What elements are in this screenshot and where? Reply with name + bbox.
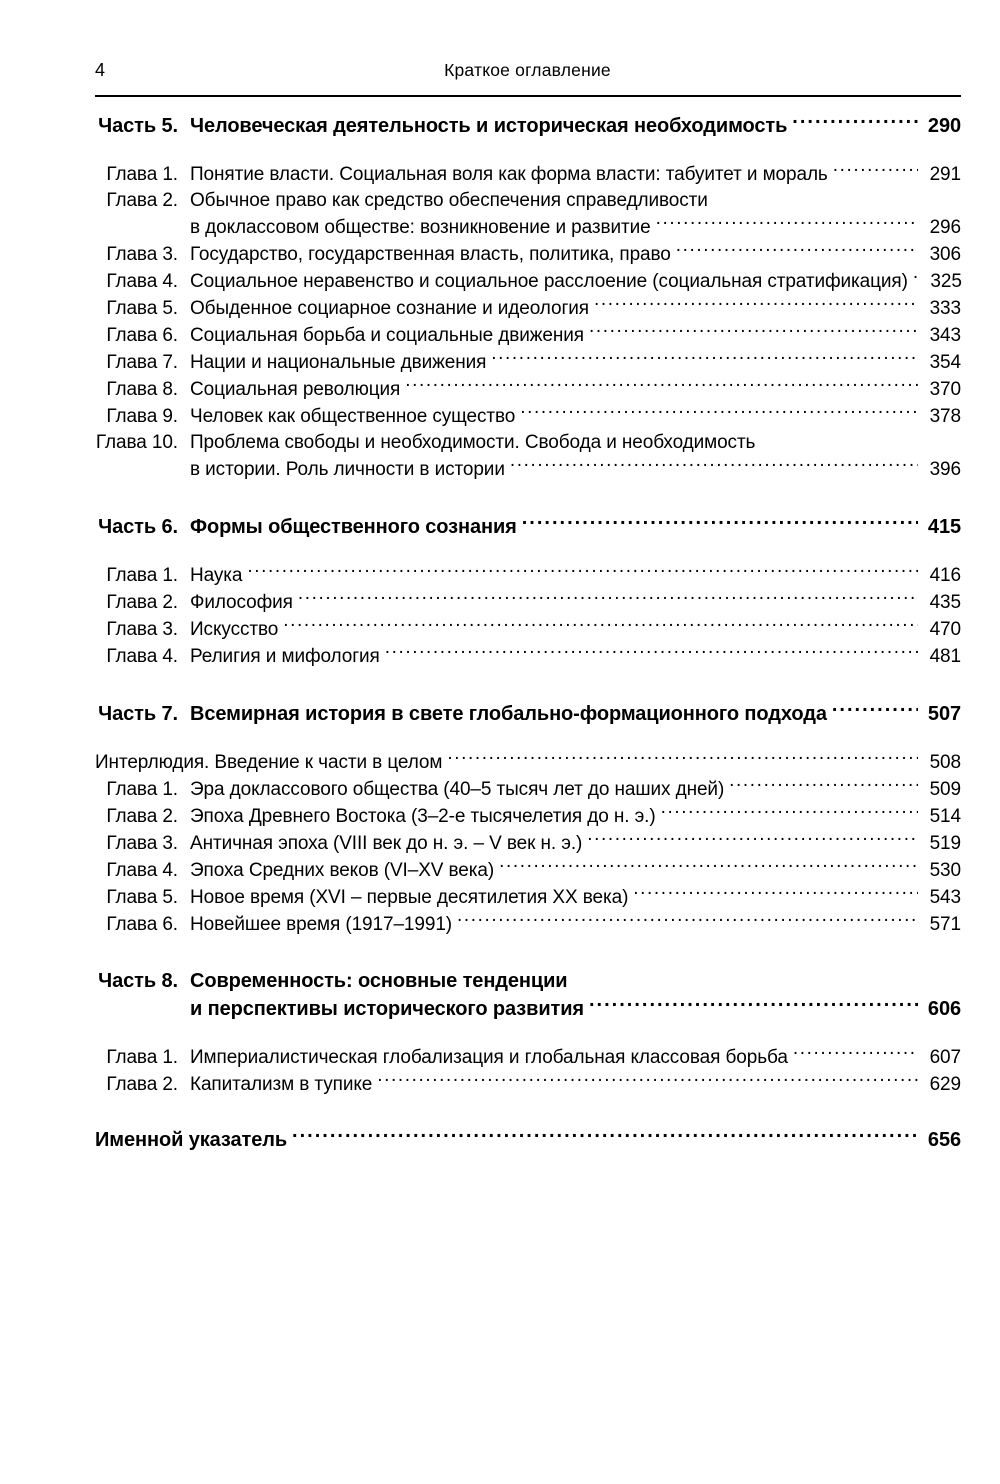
dot-leader <box>594 295 918 314</box>
chapter-title: Эпоха Древнего Востока (3–2-е тысячелетия до н. э.) <box>190 806 656 827</box>
chapter-page-number: 343 <box>929 325 961 346</box>
toc-chapter-row[interactable] <box>95 295 961 322</box>
part-title-line2: и перспективы исторического развития <box>190 998 584 1020</box>
dot-leader <box>587 830 918 849</box>
toc-chapter-row[interactable] <box>95 643 961 670</box>
chapter-title-line2: в истории. Роль личности в истории <box>190 459 505 480</box>
chapter-page-number: 396 <box>929 459 961 480</box>
chapter-label: Глава 1. <box>106 779 178 800</box>
header-rule <box>95 95 961 97</box>
chapter-title: Проблема свободы и необходимости. Свобода и необходимость <box>190 432 756 453</box>
dot-leader <box>633 884 918 903</box>
chapter-label: Глава 2. <box>106 190 178 211</box>
chapter-page-number: 543 <box>929 887 961 908</box>
toc-chapter-row[interactable] <box>95 349 961 376</box>
part-label: Часть 6. <box>98 516 178 538</box>
chapter-page-number: 514 <box>929 806 961 827</box>
chapter-page-number: 354 <box>929 352 961 373</box>
chapter-label: Глава 3. <box>106 833 178 854</box>
toc-chapter-row[interactable] <box>95 616 961 643</box>
dot-leader <box>589 995 918 1015</box>
chapter-page-number: 629 <box>929 1074 961 1095</box>
dot-leader <box>676 241 918 260</box>
chapter-label: Глава 2. <box>106 592 178 613</box>
part-title: Человеческая деятельность и историческая необходимость <box>190 115 788 137</box>
chapter-label: Глава 10. <box>95 432 178 453</box>
chapter-title: Религия и мифология <box>190 646 380 667</box>
page-folio: 4 <box>95 60 106 80</box>
part-page-number: 290 <box>927 115 961 137</box>
toc-part-continuation-row[interactable] <box>95 995 961 1023</box>
toc-chapter-row[interactable] <box>95 430 961 456</box>
chapter-page-number: 481 <box>929 646 961 667</box>
part-title: Формы общественного сознания <box>190 516 517 538</box>
chapter-title: Понятие власти. Социальная воля как форма власти: табуитет и мораль <box>190 164 828 185</box>
chapter-page-number: 370 <box>929 379 961 400</box>
part-label: Часть 5. <box>98 115 178 137</box>
chapter-title: Философия <box>190 592 293 613</box>
index-page-number: 656 <box>927 1129 961 1151</box>
toc-chapter-continuation-row[interactable] <box>95 456 961 483</box>
chapter-title: Эра доклассового общества (40–5 тысяч лет до наших дней) <box>190 779 725 800</box>
toc-chapter-row[interactable] <box>95 776 961 803</box>
chapter-page-number: 416 <box>929 565 961 586</box>
toc-index-row[interactable] <box>95 1126 961 1154</box>
toc-part-row[interactable] <box>95 112 961 140</box>
chapter-label: Глава 1. <box>106 164 178 185</box>
chapter-title: Социальная революция <box>190 379 401 400</box>
chapter-label: Глава 2. <box>106 806 178 827</box>
dot-leader <box>793 1044 918 1063</box>
chapter-page-number: 325 <box>930 271 962 292</box>
running-head <box>95 58 960 86</box>
chapter-label: Глава 6. <box>106 325 178 346</box>
chapter-label: Глава 4. <box>106 271 178 292</box>
toc-interlude-row[interactable] <box>95 749 961 776</box>
dot-leader <box>247 562 918 581</box>
chapter-label: Глава 9. <box>106 406 178 427</box>
chapter-title: Империалистическая глобализация и глобальная классовая борьба <box>190 1047 788 1068</box>
toc-chapter-row[interactable] <box>95 376 961 403</box>
dot-leader <box>833 161 918 180</box>
part-page-number: 606 <box>927 998 961 1020</box>
chapter-page-number: 333 <box>929 298 961 319</box>
part-page-number: 507 <box>927 703 961 725</box>
dot-leader <box>298 589 918 608</box>
part-title: Всемирная история в свете глобально-формационного подхода <box>190 703 827 725</box>
chapter-title: Наука <box>190 565 243 586</box>
toc-chapter-continuation-row[interactable] <box>95 214 961 241</box>
chapter-title: Обычное право как средство обеспечения справедливости <box>190 190 708 211</box>
dot-leader <box>729 776 918 795</box>
toc-chapter-row[interactable] <box>95 403 961 430</box>
toc-chapter-row[interactable] <box>95 911 961 938</box>
chapter-label: Глава 3. <box>106 244 178 265</box>
toc-chapter-row[interactable] <box>95 188 961 214</box>
toc-chapter-row[interactable] <box>95 884 961 911</box>
toc-chapter-row[interactable] <box>95 1044 961 1071</box>
chapter-label: Глава 2. <box>106 1074 178 1095</box>
toc-chapter-row[interactable] <box>95 241 961 268</box>
toc-chapter-row[interactable] <box>95 161 961 188</box>
dot-leader <box>913 268 919 287</box>
chapter-title-line2: в доклассовом обществе: возникновение и развитие <box>190 217 651 238</box>
dot-leader <box>491 349 918 368</box>
part-title: Современность: основные тенденции <box>190 970 568 992</box>
chapter-label: Глава 6. <box>106 914 178 935</box>
interlude-title: Интерлюдия. Введение к части в целом <box>95 752 443 773</box>
chapter-page-number: 571 <box>929 914 961 935</box>
dot-leader <box>377 1071 918 1090</box>
chapter-label: Глава 8. <box>106 379 178 400</box>
dot-leader <box>447 749 918 768</box>
dot-leader <box>510 456 918 475</box>
chapter-title: Эпоха Средних веков (VI–XV века) <box>190 860 495 881</box>
toc-part-row[interactable] <box>95 513 961 541</box>
chapter-title: Человек как общественное существо <box>190 406 516 427</box>
toc-chapter-row[interactable] <box>95 830 961 857</box>
chapter-page-number: 306 <box>929 244 961 265</box>
chapter-title: Социальное неравенство и социальное расслоение (социальная стратификация) <box>190 271 908 292</box>
running-head-title: Краткое оглавление <box>444 60 611 80</box>
dot-leader <box>832 700 918 720</box>
toc-chapter-row[interactable] <box>95 268 961 295</box>
toc-chapter-row[interactable] <box>95 857 961 884</box>
toc-part-row[interactable] <box>95 700 961 728</box>
chapter-label: Глава 3. <box>106 619 178 640</box>
dot-leader <box>385 643 918 662</box>
chapter-page-number: 607 <box>929 1047 961 1068</box>
toc-chapter-row[interactable] <box>95 1071 961 1098</box>
chapter-title: Обыденное социарное сознание и идеология <box>190 298 589 319</box>
chapter-page-number: 435 <box>929 592 961 613</box>
part-label: Часть 7. <box>98 703 178 725</box>
dot-leader <box>589 322 918 341</box>
dot-leader <box>792 112 918 132</box>
table-of-contents <box>0 112 1000 1154</box>
chapter-title: Нации и национальные движения <box>190 352 487 373</box>
chapter-page-number: 378 <box>929 406 961 427</box>
chapter-page-number: 509 <box>929 779 961 800</box>
toc-part-row[interactable] <box>95 968 961 995</box>
dot-leader <box>405 376 918 395</box>
chapter-title: Новое время (XVI – первые десятилетия XX века) <box>190 887 629 908</box>
chapter-page-number: 519 <box>929 833 961 854</box>
toc-chapter-row[interactable] <box>95 322 961 349</box>
dot-leader <box>656 214 918 233</box>
chapter-page-number: 470 <box>929 619 961 640</box>
chapter-label: Глава 1. <box>106 1047 178 1068</box>
toc-chapter-row[interactable] <box>95 562 961 589</box>
dot-leader <box>661 803 918 822</box>
index-title: Именной указатель <box>95 1129 288 1151</box>
interlude-page-number: 508 <box>929 752 961 773</box>
chapter-label: Глава 1. <box>106 565 178 586</box>
part-page-number: 415 <box>927 516 961 538</box>
chapter-title: Социальная борьба и социальные движения <box>190 325 584 346</box>
chapter-page-number: 530 <box>929 860 961 881</box>
chapter-title: Государство, государственная власть, политика, право <box>190 244 671 265</box>
chapter-label: Глава 5. <box>106 298 178 319</box>
dot-leader <box>292 1126 918 1146</box>
chapter-page-number: 291 <box>929 164 961 185</box>
chapter-title: Новейшее время (1917–1991) <box>190 914 453 935</box>
dot-leader <box>520 403 918 422</box>
dot-leader <box>457 911 918 930</box>
chapter-label: Глава 4. <box>106 860 178 881</box>
dot-leader <box>522 513 918 533</box>
chapter-label: Глава 7. <box>106 352 178 373</box>
part-label: Часть 8. <box>98 970 178 992</box>
chapter-label: Глава 5. <box>106 887 178 908</box>
chapter-title: Искусство <box>190 619 279 640</box>
chapter-label: Глава 4. <box>106 646 178 667</box>
toc-chapter-row[interactable] <box>95 803 961 830</box>
toc-chapter-row[interactable] <box>95 589 961 616</box>
chapter-title: Античная эпоха (VIII век до н. э. – V век н. э.) <box>190 833 583 854</box>
chapter-page-number: 296 <box>929 217 961 238</box>
dot-leader <box>283 616 918 635</box>
dot-leader <box>499 857 918 876</box>
chapter-title: Капитализм в тупике <box>190 1074 373 1095</box>
